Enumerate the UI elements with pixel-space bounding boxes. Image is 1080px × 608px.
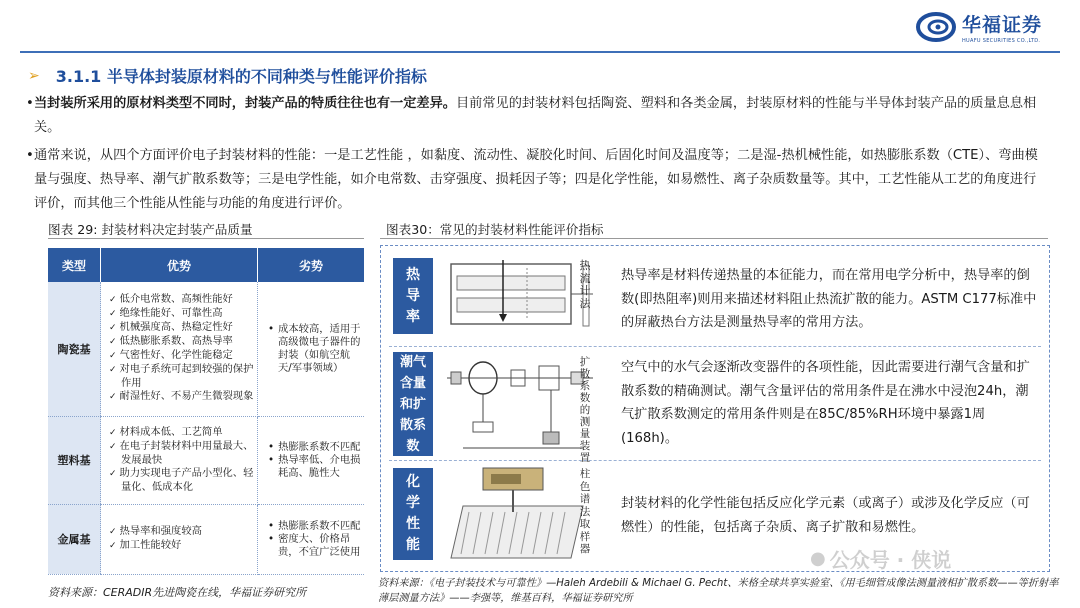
list-item: • 密度大、价格昂贵，不宜广泛使用 <box>278 533 362 559</box>
figure-29-title: 图表 29: 封装材料决定封装产品质量 <box>48 222 253 237</box>
indicator-description: 热导率是材料传递热量的本征能力，而在常用电学分析中，热导率的倒数(即热阻率)则用来描述材料阻止热流扩散的能力。ASTM C177标准中的屏蔽热台方法是测量热导率的常用方法。 <box>621 268 1037 330</box>
row-divider <box>389 460 1041 461</box>
header-advantages: 优势 <box>101 248 258 282</box>
figure-29-rule <box>48 238 364 239</box>
watermark <box>810 544 951 573</box>
indicator-row-moisture <box>381 348 1049 464</box>
list-item: ✓ 机械强度高、热稳定性好 <box>121 321 255 335</box>
type-cell: 金属基 <box>48 504 101 574</box>
row-divider <box>389 346 1041 347</box>
company-logo <box>916 10 1042 44</box>
advantages-cell <box>101 504 258 574</box>
list-item: • 热膨胀系数不匹配 <box>278 441 362 454</box>
logo-text <box>962 10 1042 44</box>
paragraph-2-text: 通常来说，从四个方面评价电子封装材料的性能：一是工艺性能 ，如黏度、流动性、凝胶化时间、后固化时间及温度等；二是湿-热机械性能，如热膨胀系数（CTE）、弯曲模量与强度、热导率、潮气扩散系数等；三是电学性能，如介电常数、击穿强度、损耗因子等；四是化学性能，如易燃性、离子杂质数量等。其中，工艺性能从工艺的角度进行评价，而其他三个性能从性能与功能的角度进行评价。 <box>34 148 1038 211</box>
figure-30-rule <box>380 238 1048 239</box>
method-vertical-label: 柱色谱法取样器 <box>579 468 591 555</box>
table-row-plastic <box>48 416 364 504</box>
paragraph-1-bold: 当封装所采用的原材料类型不同时，封装产品的特质往往也有一定差异。 <box>34 96 456 111</box>
list-item: ✓ 对电子系统可起到较强的保护作用 <box>121 363 255 390</box>
evaluation-indicators-panel <box>380 245 1050 572</box>
header-divider <box>20 51 1060 53</box>
list-item: ✓ 助力实现电子产品小型化、轻量化、低成本化 <box>121 467 255 494</box>
indicator-label <box>393 352 433 456</box>
disadvantages-cell <box>258 282 365 416</box>
table-header-row <box>48 248 364 282</box>
arrow-bullet-icon: ➢ <box>28 67 40 84</box>
indicator-label-text: 潮气含量和扩散系数 <box>399 354 426 454</box>
list-item: ✓ 耐湿性好、不易产生微裂现象 <box>121 390 255 404</box>
advantages-cell <box>101 416 258 504</box>
list-item: ✓ 绝缘性能好、可靠性高 <box>121 307 255 321</box>
logo-swirl-icon <box>916 11 956 43</box>
disadvantages-cell <box>258 504 365 574</box>
type-cell: 塑料基 <box>48 416 101 504</box>
indicator-label <box>393 258 433 334</box>
list-item: ✓ 在电子封装材料中用量最大、发展最快 <box>121 440 255 467</box>
header-disadvantages: 劣势 <box>258 248 365 282</box>
advantages-cell <box>101 282 258 416</box>
bullet-icon: • <box>26 96 34 111</box>
method-vertical-label: 扩散系数的测量装置 <box>579 356 591 464</box>
list-item: • 成本较高，适用于高级微电子器件的封装（如航空航天/军事领域） <box>278 323 362 375</box>
indicator-row-thermal <box>381 246 1049 346</box>
logo-name-en: HUAFU SECURITIES CO.,LTD. <box>961 38 1041 44</box>
paragraph-1-text: 目前常见的封装材料包括陶瓷、塑料和各类金属，封装原材料的性能与半导体封装产品的质量息息相关。 <box>34 96 1037 135</box>
indicator-description: 封装材料的化学性能包括反应化学元素（或离子）或涉及化学反应（可燃性）的性能，包括离子杂质、离子扩散和易燃性。 <box>621 496 1030 535</box>
wechat-icon: ● <box>810 548 826 569</box>
list-item: • 热导率低、介电损耗高、脆性大 <box>278 454 362 480</box>
section-title: 3.1.1 半导体封装原材料的不同种类与性能评价指标 <box>55 67 427 86</box>
method-vertical-label: 热流计法 <box>579 259 591 310</box>
logo-name-cn: 华福证券 <box>961 14 1042 36</box>
figure-30-title: 图表30：常见的封装材料性能评价指标 <box>386 222 604 237</box>
indicator-description: 空气中的水气会逐渐改变器件的各项性能，因此需要进行潮气含量和扩散系数的精确测试。潮气含量评估的常用条件是在沸水中浸泡24h，潮气扩散系数测定的常用条件则是在85C/85%RH环境中暴露1周 (168h)。 <box>621 360 1030 446</box>
indicator-label-text: 热导率 <box>406 266 420 325</box>
watermark-text: 公众号 · 侠说 <box>829 548 952 572</box>
section-heading <box>28 64 427 87</box>
list-item: ✓ 气密性好、化学性能稳定 <box>121 349 255 363</box>
list-item: • 热膨胀系数不匹配 <box>278 520 362 533</box>
list-item: ✓ 热导率和强度较高 <box>121 525 255 539</box>
bullet-icon: • <box>26 148 34 163</box>
disadvantages-cell <box>258 416 365 504</box>
list-item: ✓ 低介电常数、高频性能好 <box>121 293 255 307</box>
figure-29-source: 资料来源：CERADIR先进陶瓷在线，华福证券研究所 <box>48 586 307 599</box>
material-comparison-table <box>48 248 364 575</box>
indicator-label <box>393 468 433 560</box>
list-item: ✓ 低热膨胀系数、高热导率 <box>121 335 255 349</box>
paragraph-1 <box>26 92 1042 140</box>
header-type: 类型 <box>48 248 101 282</box>
figure-30-source: 资料来源：《电子封装技术与可靠性》—Haleh Ardebili & Michael G. Pecht、米格全球共享实验室、《用毛细管成像法测量液相扩散系数——等折射率薄层测量方法》——李强等，维基百科，华福证券研究所 <box>378 578 1059 604</box>
list-item: ✓ 材料成本低、工艺简单 <box>121 426 255 440</box>
table-row-metal <box>48 504 364 574</box>
type-cell: 陶瓷基 <box>48 282 101 416</box>
paragraph-2 <box>26 144 1042 216</box>
table-row-ceramic <box>48 282 364 416</box>
indicator-label-text: 化学性能 <box>406 474 420 553</box>
list-item: ✓ 加工性能较好 <box>121 539 255 553</box>
